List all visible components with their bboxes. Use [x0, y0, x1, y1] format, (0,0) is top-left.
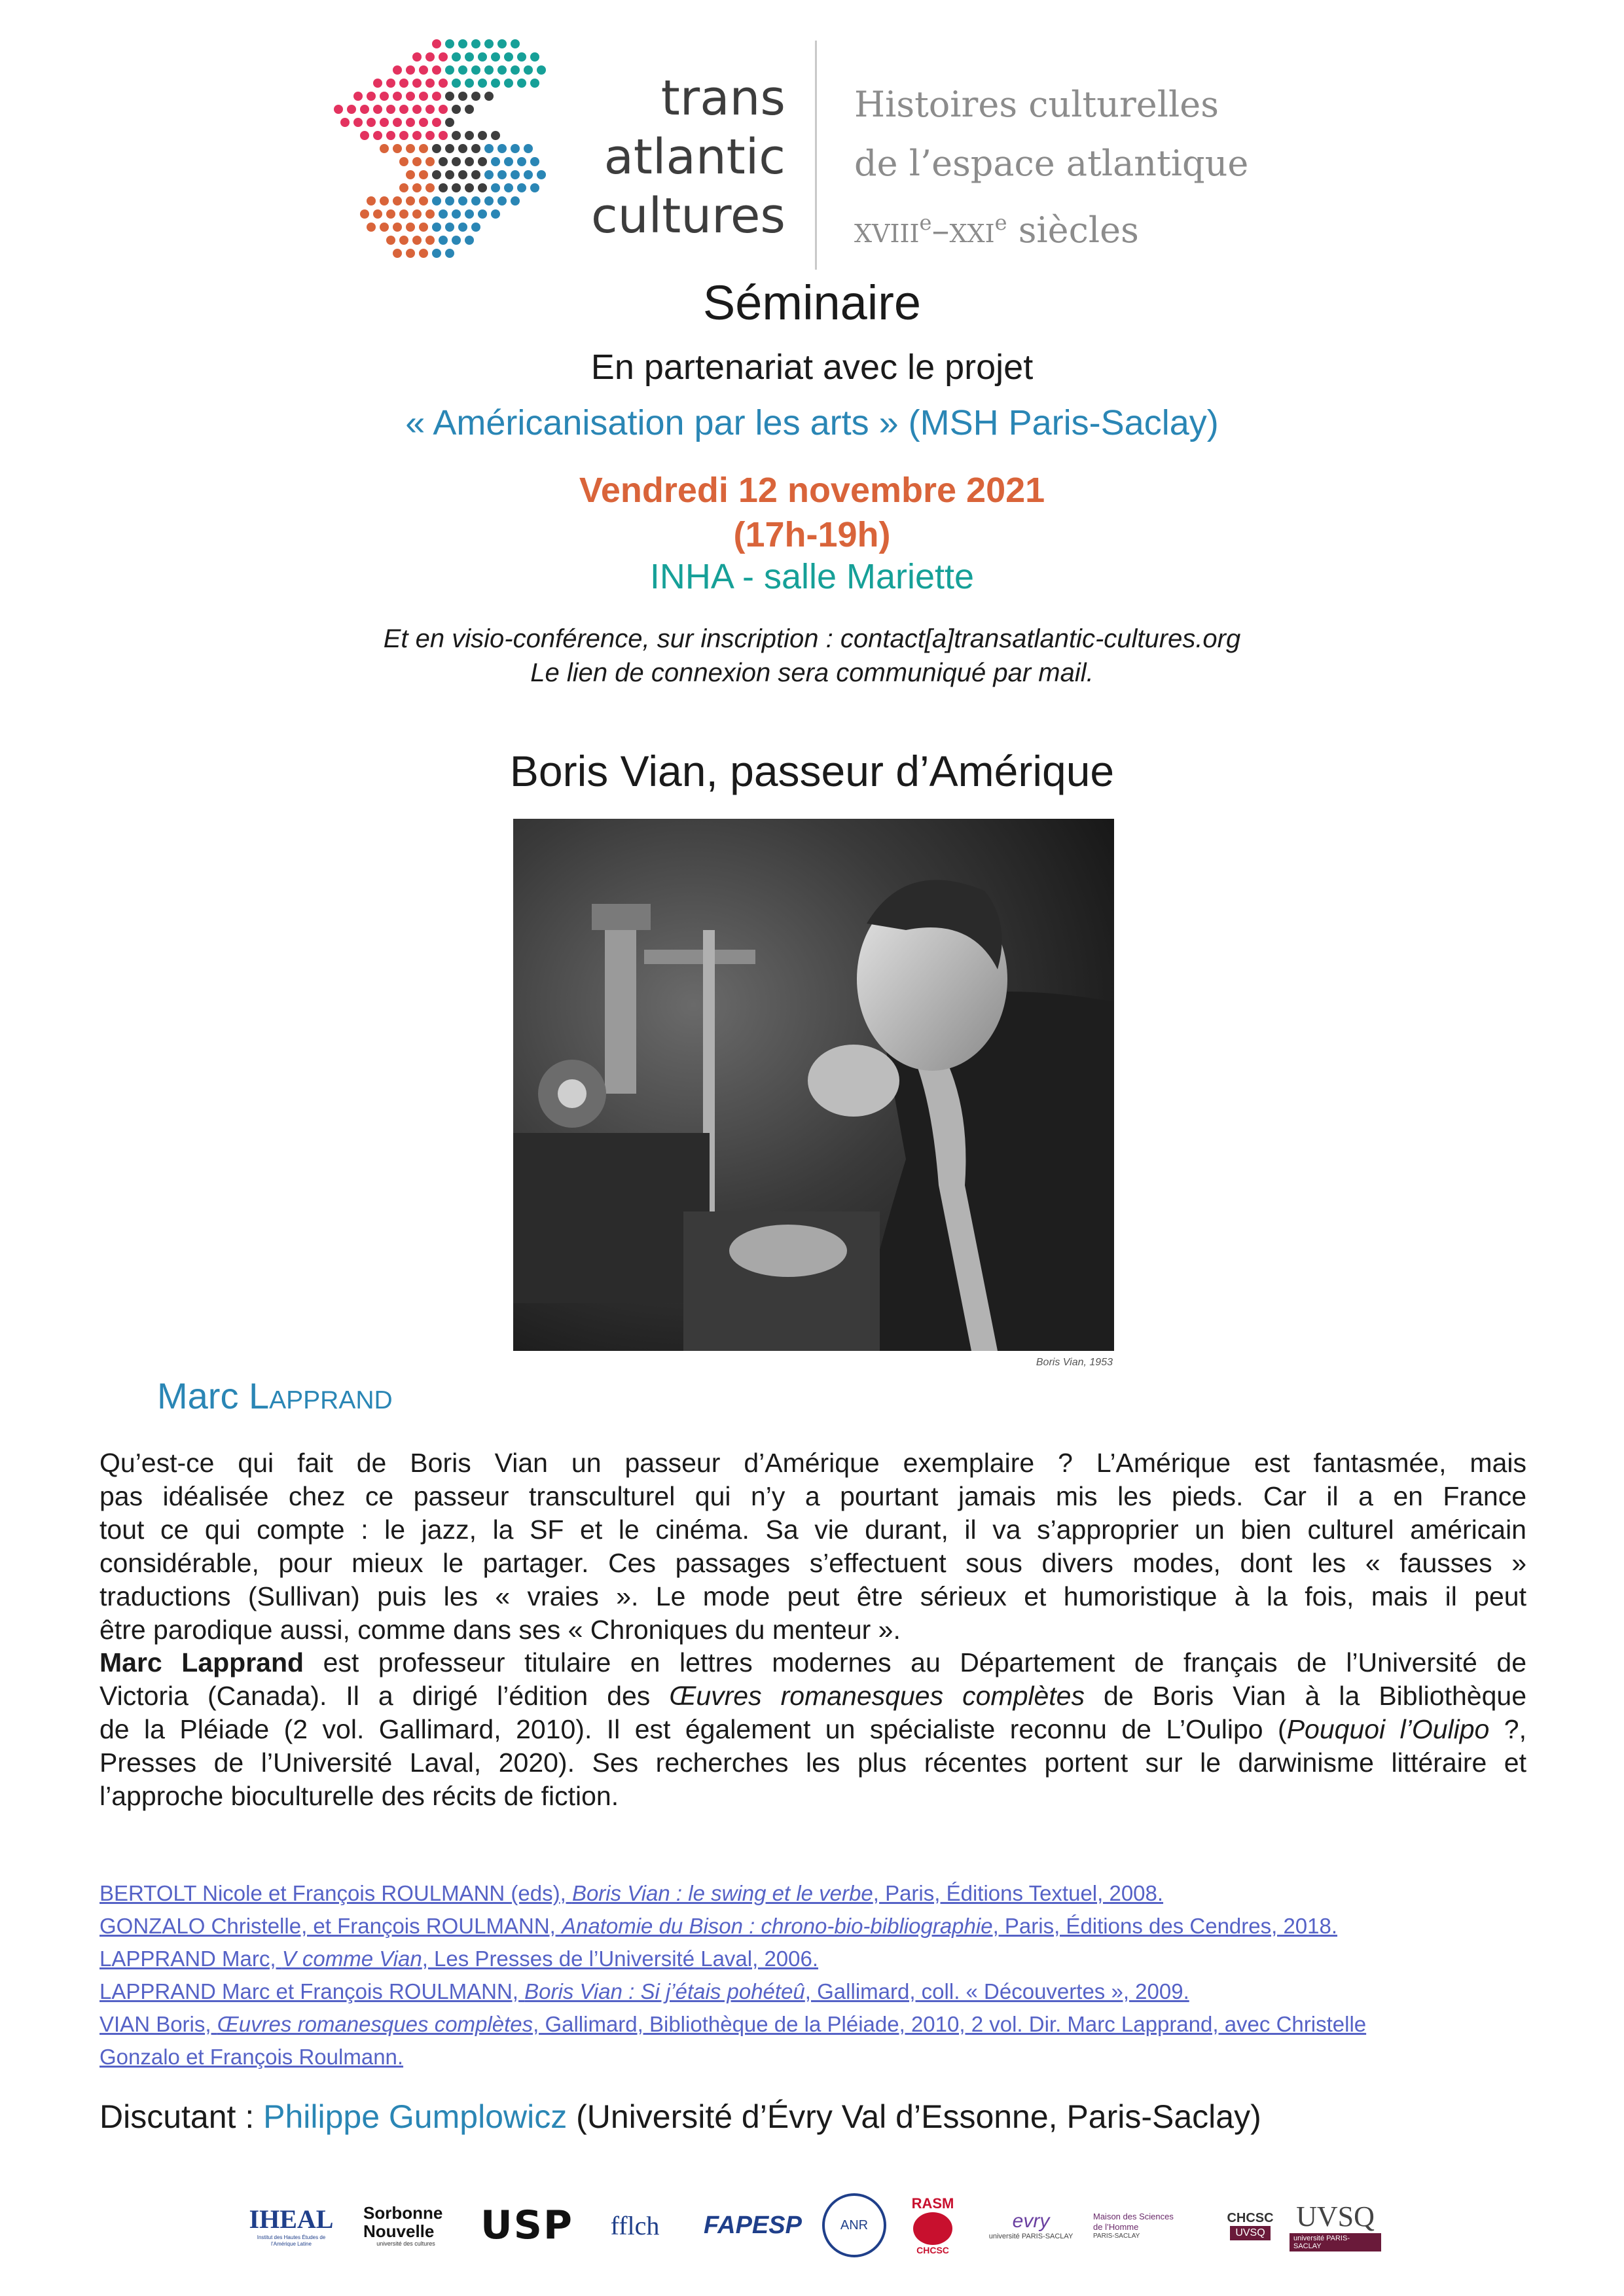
logo-dot: [432, 65, 441, 75]
abstract-paragraph: [99, 1446, 1526, 1647]
logo-dot: [412, 52, 422, 62]
logo-dot: [491, 131, 500, 140]
partner-sub: CHCSC: [916, 2245, 949, 2255]
logo-dot: [458, 39, 467, 48]
partner-name: FAPESP: [704, 2211, 802, 2239]
logo-dot: [465, 131, 474, 140]
logo-dot: [340, 118, 350, 127]
bib-author: BERTOLT Nicole et François ROULMANN (eds),: [99, 1881, 572, 1905]
bio-line-3: [99, 1713, 1526, 1746]
logo-dot: [465, 183, 474, 192]
logo-tagline: [854, 75, 1248, 260]
bio-text: ?,: [1489, 1714, 1526, 1744]
bio-text: est professeur titulaire en lettres modernes au Département de français de l’Université de: [304, 1647, 1526, 1677]
project-name: « Américanisation par les arts » (MSH Paris-Saclay): [405, 403, 1219, 442]
logo-dot: [412, 236, 422, 245]
logo-dot: [511, 144, 520, 153]
logo-dot: [412, 105, 422, 114]
logo-dot: [484, 144, 494, 153]
online-registration: Et en visio-conférence, sur inscription : contact[a]transatlantic-cultures.org: [383, 624, 1241, 653]
partner-name: Sorbonne Nouvelle: [363, 2203, 443, 2241]
logo-dot: [406, 223, 415, 232]
logo-dot: [439, 236, 448, 245]
logo-dot: [347, 105, 356, 114]
logo-dot: [439, 105, 448, 114]
logo-dot: [367, 118, 376, 127]
logo-dot: [360, 209, 369, 219]
bib-author: LAPPRAND Marc et François ROULMANN,: [99, 1979, 525, 2003]
logo-dot: [491, 79, 500, 88]
logo-dot: [399, 183, 408, 192]
partner-logo-chcsc: [1218, 2189, 1283, 2261]
tagline-line3: [854, 193, 1248, 260]
logo-dot: [393, 196, 402, 206]
discussant-name: Philippe Gumplowicz: [263, 2098, 568, 2135]
logo-dot: [452, 209, 461, 219]
partner-name: ANR: [822, 2193, 886, 2257]
partner-name: evry: [1012, 2210, 1050, 2232]
logo-dot: [445, 39, 454, 48]
tagline-line1: Histoires culturelles: [854, 84, 1219, 125]
logo-dot: [484, 196, 494, 206]
logo-dot: [393, 223, 402, 232]
logo-dot: [478, 183, 487, 192]
logo-dot: [524, 144, 533, 153]
logo-dot: [419, 65, 428, 75]
bib-publisher: , Gallimard, Bibliothèque de la Pléiade, 2010, 2 vol. Dir. Marc Lapprand, avec Christelle: [533, 2012, 1367, 2036]
partner-name: fflch: [610, 2210, 660, 2240]
logo-dot: [452, 236, 461, 245]
logo-dot: [406, 170, 415, 179]
logo-dot: [530, 157, 539, 166]
partnership-line: En partenariat avec le projet: [590, 348, 1034, 387]
logo-dot: [425, 209, 435, 219]
logo-dot: [439, 183, 448, 192]
logo-dot: [367, 223, 376, 232]
logo-dot: [380, 144, 389, 153]
bibliography: [99, 1877, 1540, 2073]
logo-dot: [399, 131, 408, 140]
logo-dot: [471, 170, 480, 179]
logo-dot: [393, 249, 402, 258]
abstract-line: traductions (Sullivan) puis les « vraies ». Le mode peut être sérieux et humoristique à la fois, mais il peut: [99, 1581, 1526, 1611]
logo-dot: [471, 223, 480, 232]
partner-logo-msh: [1093, 2189, 1211, 2261]
bio-book-title: Pouquoi l’Oulipo: [1286, 1714, 1490, 1744]
logo-dot: [399, 105, 408, 114]
logo-dot: [458, 144, 467, 153]
logo-dot: [353, 92, 363, 101]
logo-dot: [517, 183, 526, 192]
partner-logo-sorbonne-nouvelle: [353, 2189, 458, 2261]
logo-dot: [386, 209, 395, 219]
logo-dot: [425, 157, 435, 166]
logo-dot: [458, 223, 467, 232]
logo-dot: [530, 183, 539, 192]
partner-logo-evry: [975, 2189, 1087, 2261]
bib-publisher: , Les Presses de l’Université Laval, 2006.: [422, 1946, 819, 1971]
logo-dot: [406, 144, 415, 153]
logo-dot: [452, 183, 461, 192]
logo-dot: [425, 79, 435, 88]
tagline-line2: de l’espace atlantique: [854, 143, 1249, 184]
logo-dot: [360, 105, 369, 114]
bio-paragraph: [99, 1646, 1526, 1813]
logo-dot: [406, 92, 415, 101]
logo-dot: [465, 79, 474, 88]
partner-logo-anr: [818, 2189, 890, 2261]
logo-dot: [458, 196, 467, 206]
logo-word-atlantic: atlantic: [604, 129, 785, 185]
logo-dot: [412, 157, 422, 166]
event-venue: INHA - salle Mariette: [649, 557, 975, 596]
logo-dot: [334, 105, 343, 114]
logo-dot: [524, 65, 533, 75]
bio-text: Victoria (Canada). Il a dirigé l’édition des: [99, 1681, 670, 1711]
logo-dot: [484, 92, 494, 101]
logo-dot: [484, 39, 494, 48]
logo-dot: [497, 39, 507, 48]
rasm-emblem-icon: [913, 2212, 952, 2245]
talk-title: Boris Vian, passeur d’Amérique: [509, 747, 1115, 795]
logo-dot: [478, 209, 487, 219]
bibliography-entry[interactable]: [99, 1943, 1540, 1975]
bib-title: V comme Vian: [281, 1946, 422, 1971]
tagline-siecles: siècles: [1007, 209, 1139, 251]
logo-dot: [497, 170, 507, 179]
logo-dot: [445, 170, 454, 179]
partner-logo-uvsq: [1290, 2189, 1381, 2261]
logo-dot: [373, 105, 382, 114]
boris-vian-photo: [513, 819, 1114, 1351]
logo-dot: [380, 118, 389, 127]
partner-name: CHCSC: [1227, 2210, 1274, 2225]
logo-dot: [425, 183, 435, 192]
logo-dot: [439, 79, 448, 88]
logo-dot: [419, 249, 428, 258]
abstract-line: Qu’est-ce qui fait de Boris Vian un passeur d’Amérique exemplaire ? L’Amérique est fantasmée, mais: [99, 1448, 1526, 1478]
logo-dot: [412, 183, 422, 192]
logo-dot: [471, 92, 480, 101]
logo-dot: [471, 196, 480, 206]
bib-title: Boris Vian : le swing et le verbe: [571, 1881, 873, 1905]
bio-line-2: [99, 1679, 1526, 1713]
logo-dot: [419, 92, 428, 101]
logo-dot: [465, 157, 474, 166]
logo-dot: [432, 249, 441, 258]
logo-dot: [491, 157, 500, 166]
logo-dot: [491, 52, 500, 62]
bib-publisher: , Paris, Éditions Textuel, 2008.: [873, 1881, 1164, 1905]
bio-line-4: Presses de l’Université Laval, 2020). Ses recherches les plus récentes portent sur le darwinisme littéraire et: [99, 1748, 1526, 1778]
logo-dot: [412, 209, 422, 219]
bib-author: Gonzalo et François Roulmann.: [99, 2045, 404, 2069]
partner-name: USP: [480, 2202, 573, 2248]
logo-dot: [511, 170, 520, 179]
abstract-line: considérable, pour mieux le partager. Ces passages s’effectuent sous divers modes, dont les « fausses »: [99, 1548, 1526, 1578]
abstract-line: être parodique aussi, comme dans ses « Chroniques du menteur ».: [99, 1615, 901, 1645]
partner-sub: université PARIS-SACLAY: [988, 2233, 1074, 2240]
abstract-line: pas idéalisée chez ce passeur transculturel qui n’y a pourtant jamais mis les pieds. Car il a en France: [99, 1481, 1526, 1511]
logo-dot: [497, 144, 507, 153]
logo-dot: [458, 92, 467, 101]
logo-dot: [504, 79, 513, 88]
logo-dot: [432, 144, 441, 153]
logo-dot: [367, 92, 376, 101]
event-type: Séminaire: [702, 276, 922, 330]
logo-dot: [445, 223, 454, 232]
logo-dot: [399, 236, 408, 245]
logo-dot: [406, 249, 415, 258]
bio-name: Marc Lapprand: [99, 1647, 304, 1677]
logo-dot: [491, 183, 500, 192]
logo-wordmark: [569, 69, 785, 245]
logo-dot: [478, 52, 487, 62]
event-time: (17h-19h): [733, 515, 891, 554]
logo-dot: [511, 39, 520, 48]
logo-dot: [517, 79, 526, 88]
bib-publisher: , Gallimard, coll. « Découvertes », 2009.: [804, 1979, 1189, 2003]
bib-publisher: , Paris, Éditions des Cendres, 2018.: [992, 1914, 1338, 1938]
logo-dot: [353, 118, 363, 127]
partner-name: RASM: [911, 2195, 954, 2212]
logo-dot: [419, 170, 428, 179]
speaker-name: [157, 1374, 393, 1417]
logo-dot: [530, 79, 539, 88]
tagline-century-end: –xxi: [931, 209, 995, 251]
logo-dot: [419, 223, 428, 232]
bib-author: LAPPRAND Marc,: [99, 1946, 282, 1971]
logo-dot: [393, 144, 402, 153]
logo-dot: [452, 105, 461, 114]
logo-dot: [458, 65, 467, 75]
partner-logos: [242, 2189, 1381, 2261]
logo-dot: [452, 157, 461, 166]
partner-logo-fapesp: [694, 2189, 812, 2261]
logo-dot: [465, 52, 474, 62]
bio-line-5: l’approche bioculturelle des récits de fiction.: [99, 1781, 619, 1811]
partner-sub: Institut des Hautes Études de l’Amérique Latine: [257, 2234, 326, 2247]
logo-dot: [386, 79, 395, 88]
logo-dot: [478, 79, 487, 88]
bibliography-entry-continued[interactable]: [99, 2041, 1540, 2073]
logo-dot: [537, 65, 546, 75]
logo-dot: [445, 196, 454, 206]
logo-dot: [497, 196, 507, 206]
logo-dot: [432, 223, 441, 232]
bibliography-entry[interactable]: [99, 1910, 1540, 1943]
event-date: [0, 468, 1624, 557]
logo-dot: [452, 79, 461, 88]
logo-dot: [419, 144, 428, 153]
logo-dot: [452, 52, 461, 62]
logo-dot: [445, 118, 454, 127]
bio-text: de Boris Vian à la Bibliothèque: [1084, 1681, 1526, 1711]
logo-word-trans: trans: [660, 70, 785, 126]
partner-name: UVSQ: [1296, 2200, 1375, 2233]
logo-dot: [452, 131, 461, 140]
logo-dot: [465, 236, 474, 245]
bib-author: VIAN Boris,: [99, 2012, 217, 2036]
logo-dot: [511, 196, 520, 206]
logo-dot: [445, 249, 454, 258]
logo-dot: [445, 65, 454, 75]
logo-dot: [367, 196, 376, 206]
logo-dot: [471, 144, 480, 153]
logo-dot: [412, 79, 422, 88]
bibliography-entry[interactable]: [99, 1877, 1540, 1910]
logo-dot: [380, 92, 389, 101]
partner-sub: université PARIS-SACLAY: [1290, 2233, 1381, 2251]
logo-dot: [524, 170, 533, 179]
bib-title: Boris Vian : Si j’étais pohéteû: [524, 1979, 805, 2003]
tagline-sup1: e: [919, 210, 932, 235]
logo-dot: [439, 157, 448, 166]
abstract-line: tout ce qui compte : le jazz, la SF et le cinéma. Sa vie durant, il va s’approprier un bien culturel américain: [99, 1515, 1526, 1545]
speaker-last-name: Lapprand: [249, 1375, 393, 1416]
logo-dot: [373, 131, 382, 140]
partner-logo-rasm: [897, 2189, 969, 2261]
partner-name: Maison des Sciences de l’Homme: [1093, 2211, 1174, 2232]
partner-name: IHEAL: [249, 2204, 334, 2234]
logo-dot: [432, 92, 441, 101]
photo-caption: Boris Vian, 1953: [1036, 1357, 1113, 1368]
logo-dot: [419, 118, 428, 127]
logo-dot: [406, 118, 415, 127]
logo-dot: [511, 65, 520, 75]
logo-dot: [445, 92, 454, 101]
transatlantic-cultures-logo-dots: [324, 36, 547, 272]
logo-dot: [386, 105, 395, 114]
logo-dot: [419, 196, 428, 206]
logo-divider: [815, 41, 817, 270]
logo-dot: [439, 209, 448, 219]
tagline-sup2: e: [994, 210, 1007, 235]
logo-dot: [412, 131, 422, 140]
partner-logo-fflch: [589, 2189, 681, 2261]
partner-sub: université des cultures: [376, 2240, 435, 2247]
logo-dot: [445, 144, 454, 153]
logo-dot: [517, 52, 526, 62]
logo-dot: [537, 170, 546, 179]
logo-dot: [393, 92, 402, 101]
logo-dot: [393, 65, 402, 75]
logo-dot: [432, 170, 441, 179]
bio-book-title: Œuvres romanesques complètes: [669, 1681, 1085, 1711]
logo-dot: [380, 196, 389, 206]
partner-sub: PARIS-SACLAY: [1093, 2232, 1140, 2240]
logo-dot: [360, 131, 369, 140]
logo-dot: [471, 65, 480, 75]
bib-title: Œuvres romanesques complètes: [217, 2012, 533, 2036]
logo-dot: [530, 52, 539, 62]
bibliography-entry[interactable]: [99, 1975, 1540, 2008]
logo-dot: [497, 65, 507, 75]
logo-dot: [373, 209, 382, 219]
event-date-day: Vendredi 12 novembre 2021: [579, 471, 1045, 510]
logo-dot: [432, 39, 441, 48]
logo-dot: [380, 223, 389, 232]
logo-dot: [484, 170, 494, 179]
bio-text: de la Pléiade (2 vol. Gallimard, 2010). Il est également un spécialiste reconnu de L’Oulipo (: [99, 1714, 1287, 1744]
photo-illustration: [513, 819, 1114, 1351]
logo-dot: [406, 196, 415, 206]
partner-logo-iheal: [242, 2189, 340, 2261]
logo-dot: [399, 157, 408, 166]
logo-dot: [386, 131, 395, 140]
logo-dot: [458, 170, 467, 179]
logo-dot: [504, 183, 513, 192]
partner-logo-usp: [478, 2189, 576, 2261]
logo-dot: [504, 52, 513, 62]
logo-dot: [491, 209, 500, 219]
logo-word-cultures: cultures: [591, 188, 785, 244]
logo-dot: [439, 131, 448, 140]
logo-dot: [432, 118, 441, 127]
bio-line-1: [99, 1646, 1526, 1679]
logo-dot: [465, 209, 474, 219]
discussant-label: Discutant :: [99, 2098, 264, 2135]
bibliography-entry[interactable]: [99, 2008, 1540, 2041]
logo-dot: [484, 65, 494, 75]
logo-dot: [425, 105, 435, 114]
bib-title: Anatomie du Bison : chrono-bio-bibliographie: [562, 1914, 993, 1938]
speaker-first-name: Marc: [157, 1375, 249, 1416]
bib-author: GONZALO Christelle, et François ROULMANN,: [99, 1914, 562, 1938]
discussant-affiliation: (Université d’Évry Val d’Essonne, Paris-Saclay): [567, 2098, 1261, 2135]
logo-dot: [406, 65, 415, 75]
logo-dot: [399, 79, 408, 88]
logo-dot: [425, 236, 435, 245]
logo-dot: [432, 196, 441, 206]
logo-dot: [517, 157, 526, 166]
logo-dot: [399, 209, 408, 219]
tagline-century-start: xviii: [854, 209, 920, 251]
logo-dot: [478, 131, 487, 140]
logo-dot: [386, 236, 395, 245]
logo-dot: [439, 52, 448, 62]
logo-dot: [471, 39, 480, 48]
logo-dot: [478, 157, 487, 166]
logo-dot: [393, 118, 402, 127]
logo-dot: [425, 52, 435, 62]
logo-dot: [425, 131, 435, 140]
logo-dot: [465, 105, 474, 114]
logo-dot: [373, 79, 382, 88]
partner-sub: UVSQ: [1230, 2226, 1270, 2240]
online-info: [0, 622, 1624, 690]
online-link-note: Le lien de connexion sera communiqué par mail.: [530, 658, 1094, 687]
logo-dot: [504, 157, 513, 166]
discussant: [99, 2098, 1261, 2136]
